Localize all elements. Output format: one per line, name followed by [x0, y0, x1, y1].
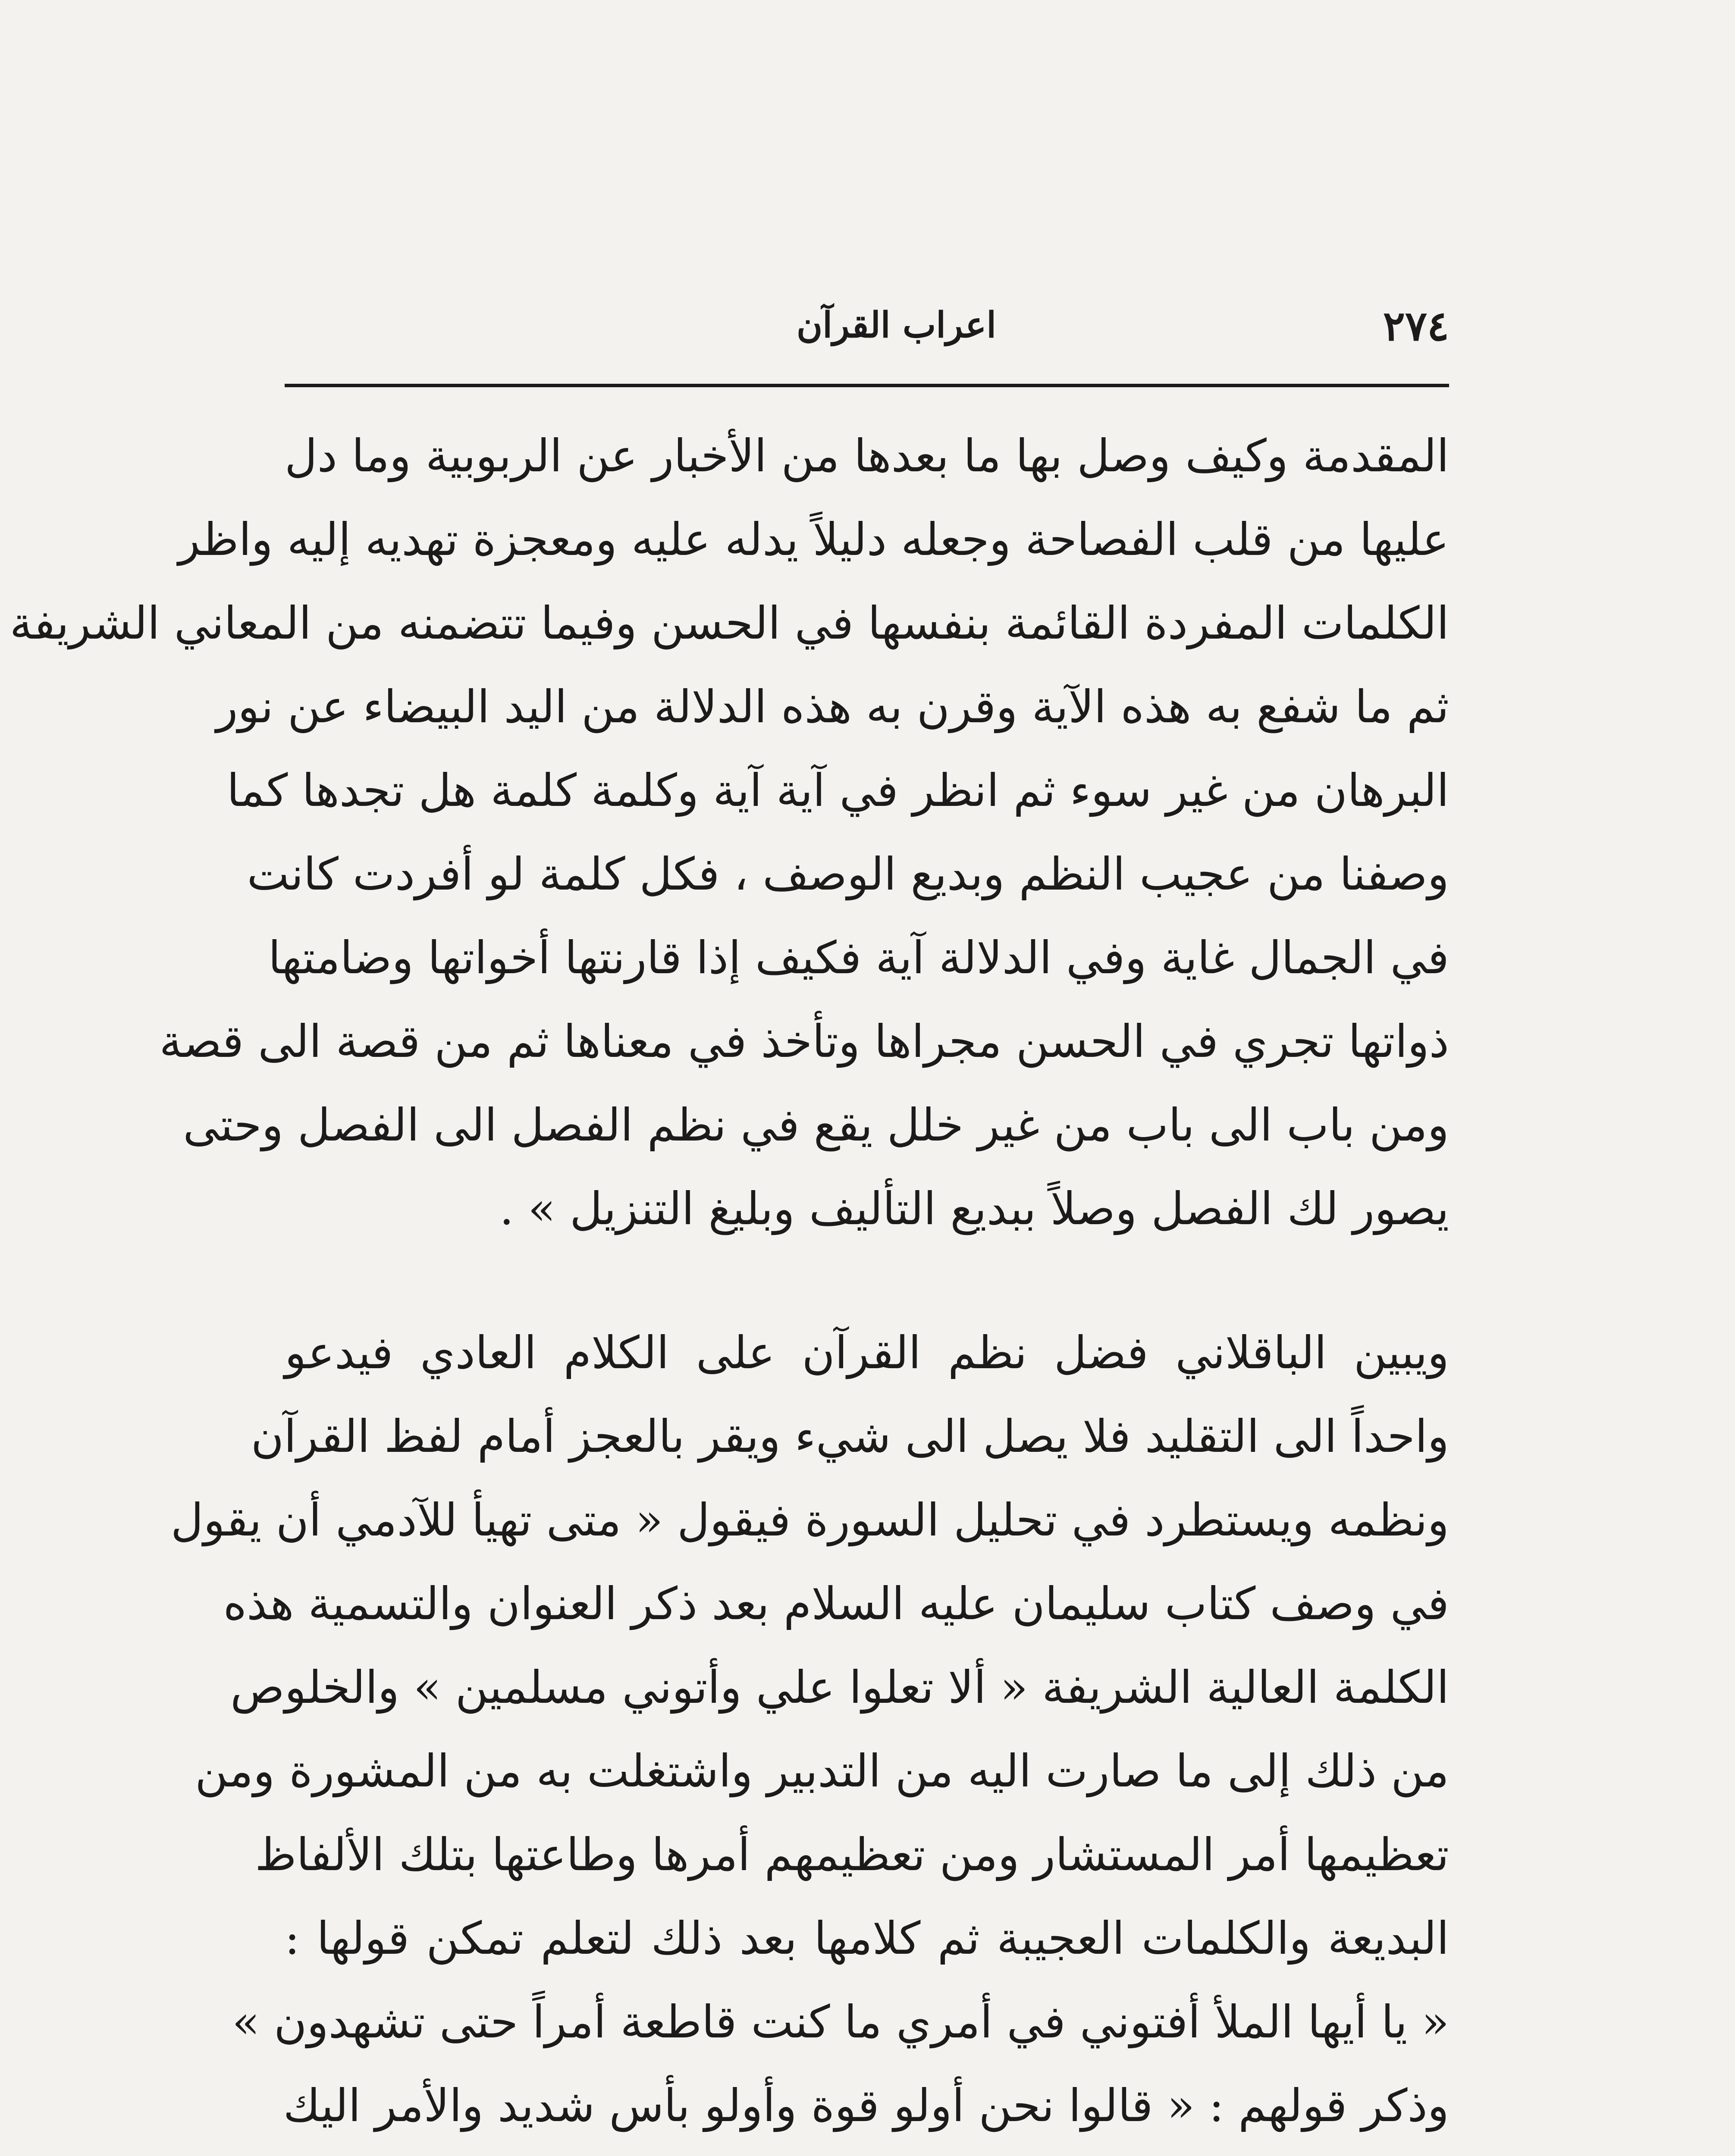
text-line: المقدمة وكيف وصل بها ما بعدها من الأخبار عن الربوبية وما دل — [285, 429, 1449, 482]
text-line: البديعة والكلمات العجيبة ثم كلامها بعد ذلك لتعلم تمكن قولها : — [285, 1912, 1449, 1965]
paragraph-1 — [9, 414, 1449, 1250]
text-line: تعظيمها أمر المستشار ومن تعظيمهم أمرها وطاعتها بتلك الألفاظ — [255, 1828, 1449, 1881]
text-line: « يا أيها الملأ أفتوني في أمري ما كنت قاطعة أمراً حتى تشهدون » — [232, 1996, 1449, 2048]
header-rule — [285, 384, 1449, 387]
text-line: عليها من قلب الفصاحة وجعله دليلاً يدله عليه ومعجزة تهديه إليه واظر — [178, 513, 1449, 566]
text-line: في وصف كتاب سليمان عليه السلام بعد ذكر العنوان والتسمية هذه — [223, 1577, 1449, 1630]
text-line: الكلمة العالية الشريفة « ألا تعلوا علي وأتوني مسلمين » والخلوص — [230, 1661, 1449, 1714]
running-title: اعراب القرآن — [797, 304, 996, 346]
text-line: ويبين الباقلاني فضل نظم القرآن على الكلام العادي فيدعو — [285, 1326, 1449, 1379]
page-header — [285, 293, 1449, 379]
text-line — [285, 2147, 1449, 2156]
text-line: في الجمال غاية وفي الدلالة آية فكيف إذا قارنتها أخواتها وضامتها — [268, 931, 1449, 984]
text-line: ذواتها تجري في الحسن مجراها وتأخذ في معناها ثم من قصة الى قصة — [159, 1015, 1449, 1068]
text-line: من ذلك إلى ما صارت اليه من التدبير واشتغلت به من المشورة ومن — [195, 1745, 1449, 1797]
body-text — [9, 414, 1449, 2156]
page-number: ٢٧٤ — [1383, 302, 1449, 350]
text-line: ثم ما شفع به هذه الآية وقرن به هذه الدلالة من اليد البيضاء عن نور — [216, 680, 1449, 733]
text-line: واحداً الى التقليد فلا يصل الى شيء ويقر بالعجز أمام لفظ القرآن — [251, 1410, 1449, 1463]
text-line: وذكر قولهم : « قالوا نحن أولو قوة وأولو بأس شديد والأمر اليك — [283, 2079, 1449, 2132]
paragraph-2 — [170, 1311, 1449, 2156]
text-line: الكلمات المفردة القائمة بنفسها في الحسن وفيما تتضمنه من المعاني الشريفة — [9, 597, 1449, 649]
text-line: البرهان من غير سوء ثم انظر في آية آية وكلمة كلمة هل تجدها كما — [226, 764, 1449, 817]
text-line: وصفنا من عجيب النظم وبديع الوصف ، فكل كلمة لو أفردت كانت — [247, 848, 1449, 900]
text-line: يصور لك الفصل وصلاً ببديع التأليف وبليغ التنزيل » . — [499, 1182, 1449, 1235]
text-line: ومن باب الى باب من غير خلل يقع في نظم الفصل الى الفصل وحتى — [183, 1099, 1449, 1151]
paragraph-gap — [285, 1250, 1449, 1311]
text-line: ونظمه ويستطرد في تحليل السورة فيقول « متى تهيأ للآدمي أن يقول — [170, 1494, 1449, 1546]
